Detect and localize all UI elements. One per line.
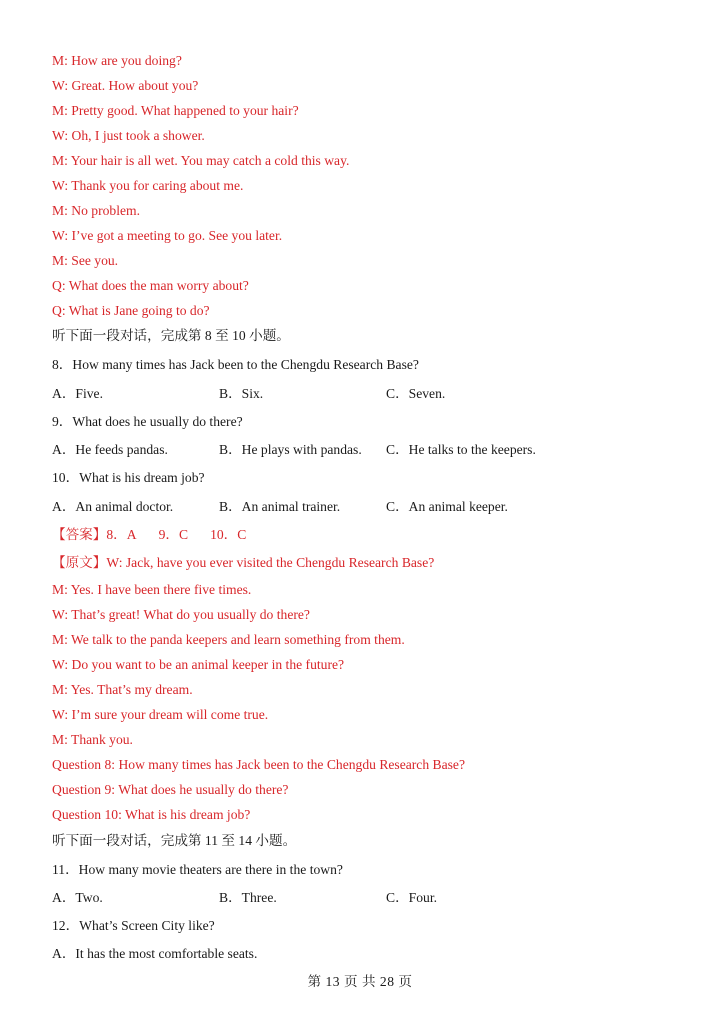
q10-option-a: A．An animal doctor. bbox=[52, 499, 174, 514]
q9-option-c: C．He talks to the keepers. bbox=[386, 442, 536, 457]
answer-key bbox=[52, 526, 246, 544]
q11-option-c: C．Four. bbox=[386, 890, 437, 905]
dialog-line: W: Thank you for caring about me. bbox=[52, 178, 244, 193]
dialog-line: W: Great. How about you? bbox=[52, 78, 199, 93]
dialog-line: M: Your hair is all wet. You may catch a cold this way. bbox=[52, 153, 350, 168]
q10-option-b: B．An animal trainer. bbox=[219, 499, 341, 514]
dialog-line: W: Jack, have you ever visited the Chengdu Research Base? bbox=[106, 555, 435, 570]
page-footer: 第 13 页 共 28 页 bbox=[307, 974, 413, 989]
q8-option-c: C．Seven. bbox=[386, 386, 446, 401]
q9-option-b: B．He plays with pandas. bbox=[219, 442, 362, 457]
q11-option-b: B．Three. bbox=[219, 890, 277, 905]
answer-label: 【答案】 bbox=[52, 527, 107, 542]
q9-option-a: A．He feeds pandas. bbox=[52, 442, 168, 457]
dialog-line: M: See you. bbox=[52, 253, 119, 268]
dialog-line: W: I’ve got a meeting to go. See you later. bbox=[52, 228, 283, 243]
q10-option-c: C．An animal keeper. bbox=[386, 499, 508, 514]
dialog-line: M: Thank you. bbox=[52, 732, 133, 747]
question-line: Q: What is Jane going to do? bbox=[52, 303, 210, 318]
question-9-stem: 9．What does he usually do there? bbox=[52, 414, 243, 429]
dialog-line: W: Do you want to be an animal keeper in the future? bbox=[52, 657, 345, 672]
dialog-line: W: Oh, I just took a shower. bbox=[52, 128, 205, 143]
section-instruction: 听下面一段对话，完成第 8 至 10 小题。 bbox=[52, 328, 290, 343]
dialog-line: W: That’s great! What do you usually do there? bbox=[52, 607, 310, 622]
q11-option-a: A．Two. bbox=[52, 890, 103, 905]
question-12-stem: 12．What’s Screen City like? bbox=[52, 918, 215, 933]
dialog-line: M: How are you doing? bbox=[52, 53, 182, 68]
dialog-line: M: Yes. That’s my dream. bbox=[52, 682, 193, 697]
section-instruction: 听下面一段对话，完成第 11 至 14 小题。 bbox=[52, 833, 297, 848]
q12-option-a: A．It has the most comfortable seats. bbox=[52, 946, 258, 961]
question-line: Question 10: What is his dream job? bbox=[52, 807, 251, 822]
answer-8: 8．A bbox=[106, 527, 137, 542]
dialog-line: M: We talk to the panda keepers and learn something from them. bbox=[52, 632, 405, 647]
transcript-first-line bbox=[52, 554, 434, 572]
question-8-stem: 8．How many times has Jack been to the Chengdu Research Base? bbox=[52, 357, 419, 372]
answer-9: 9．C bbox=[158, 527, 189, 542]
question-line: Q: What does the man worry about? bbox=[52, 278, 249, 293]
dialog-line: W: I’m sure your dream will come true. bbox=[52, 707, 269, 722]
dialog-line: M: No problem. bbox=[52, 203, 140, 218]
q8-option-a: A．Five. bbox=[52, 386, 103, 401]
question-10-stem: 10．What is his dream job? bbox=[52, 470, 205, 485]
dialog-line: M: Yes. I have been there five times. bbox=[52, 582, 252, 597]
dialog-line: M: Pretty good. What happened to your hair? bbox=[52, 103, 299, 118]
question-11-stem: 11．How many movie theaters are there in the town? bbox=[52, 862, 343, 877]
transcript-label: 【原文】 bbox=[52, 555, 107, 570]
question-line: Question 9: What does he usually do there? bbox=[52, 782, 289, 797]
answer-10: 10．C bbox=[210, 527, 247, 542]
q8-option-b: B．Six. bbox=[219, 386, 264, 401]
question-line: Question 8: How many times has Jack been to the Chengdu Research Base? bbox=[52, 757, 465, 772]
